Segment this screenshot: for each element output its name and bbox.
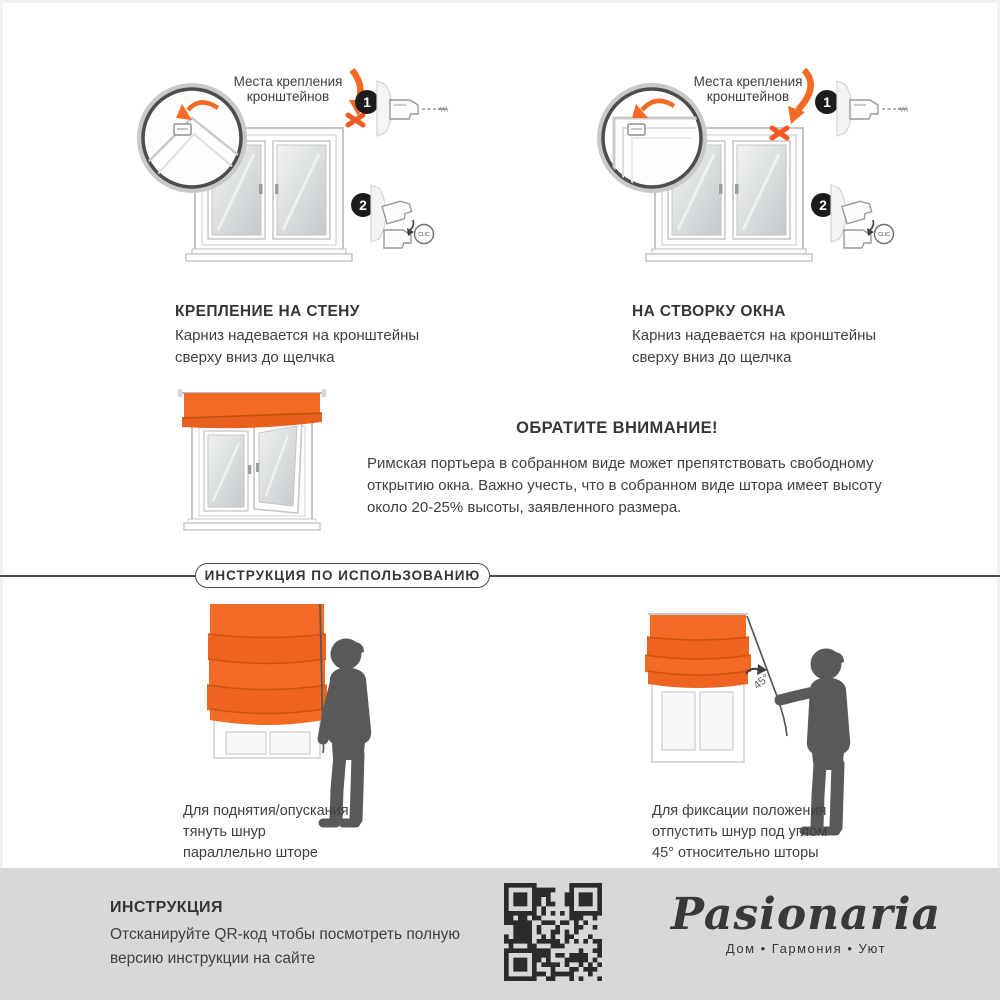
bracket-step-2-art: [371, 185, 434, 248]
qr-code: [504, 883, 602, 981]
svg-text:CLIC: CLIC: [418, 232, 430, 238]
svg-text:1: 1: [363, 94, 371, 110]
wall-mount-diagram: [130, 62, 470, 297]
notice-body-line3: около 20-25% высоты, заявленного размера.: [367, 499, 682, 516]
notice-title: ОБРАТИТЕ ВНИМАНИЕ!: [516, 419, 718, 437]
step-1-badge: [815, 90, 839, 114]
footer-title: ИНСТРУКЦИЯ: [110, 899, 223, 916]
wall-mount-title: КРЕПЛЕНИЕ НА СТЕНУ: [175, 303, 360, 320]
brand-logo: Pasionaria: [670, 889, 942, 940]
notice-body-line2: открытию окна. Важно учесть, что в собранном виде штора имеет высоту: [367, 477, 882, 494]
bracket-step-2-art: [831, 185, 894, 248]
footer-body-line1: Отсканируйте QR-код чтобы посмотреть полную: [110, 926, 460, 943]
divider-line: [0, 575, 1000, 577]
window-illustration: [184, 419, 320, 530]
footer-body-line2: версию инструкции на сайте: [110, 950, 316, 967]
magnifier-circle: [600, 86, 704, 190]
lift-caption-line1: Для поднятия/опускания: [183, 803, 349, 819]
brand-tagline: Дом • Гармония • Уют: [725, 941, 887, 956]
diagram-label-line1: Места крепления: [233, 74, 343, 89]
fix-caption-line1: Для фиксации положения: [652, 803, 827, 819]
person-silhouette: [323, 639, 371, 824]
bracket-step-1-art: [377, 81, 448, 136]
sash-mount-desc-line2: сверху вниз до щелчка: [632, 349, 792, 366]
bracket-step-1-art: [837, 81, 908, 136]
fix-caption-line2: отпустить шнур под углом: [652, 824, 828, 840]
roman-blind-folded: [178, 389, 326, 428]
svg-text:CLIC: CLIC: [878, 232, 890, 238]
magnifier-circle: [140, 86, 244, 190]
sash-mount-diagram: [590, 62, 930, 297]
notice-body-line1: Римская портьера в собранном виде может препятствовать свободному: [367, 455, 874, 472]
diagram-label-line2: кронштейнов: [706, 89, 790, 104]
diagram-label-line2: кронштейнов: [246, 89, 330, 104]
svg-text:2: 2: [819, 197, 827, 213]
click-icon: [875, 225, 894, 244]
fix-caption-line3: 45° относительно шторы: [652, 845, 819, 861]
roman-blind-raised: [645, 614, 751, 688]
svg-text:2: 2: [359, 197, 367, 213]
x-mark-icon: [348, 115, 363, 125]
sash-mount-desc-line1: Карниз надевается на кронштейны: [632, 327, 877, 344]
lift-caption-line3: параллельно шторе: [183, 845, 318, 861]
roman-blind-down: [207, 604, 327, 725]
sash-mount-title: НА СТВОРКУ ОКНА: [632, 303, 786, 320]
open-window-blind-illustration: [152, 383, 352, 545]
wall-mount-desc-line2: сверху вниз до щелчка: [175, 349, 335, 366]
step-1-badge: [355, 90, 379, 114]
divider-pill: [195, 563, 490, 588]
divider-label: ИНСТРУКЦИЯ ПО ИСПОЛЬЗОВАНИЮ: [204, 568, 481, 583]
diagram-label-line1: Места крепления: [693, 74, 803, 89]
angle-label: 45°: [751, 671, 772, 692]
click-icon: [415, 225, 434, 244]
svg-text:1: 1: [823, 94, 831, 110]
wall-mount-desc-line1: Карниз надевается на кронштейны: [175, 327, 420, 344]
lift-caption-line2: тянуть шнур: [183, 824, 266, 840]
